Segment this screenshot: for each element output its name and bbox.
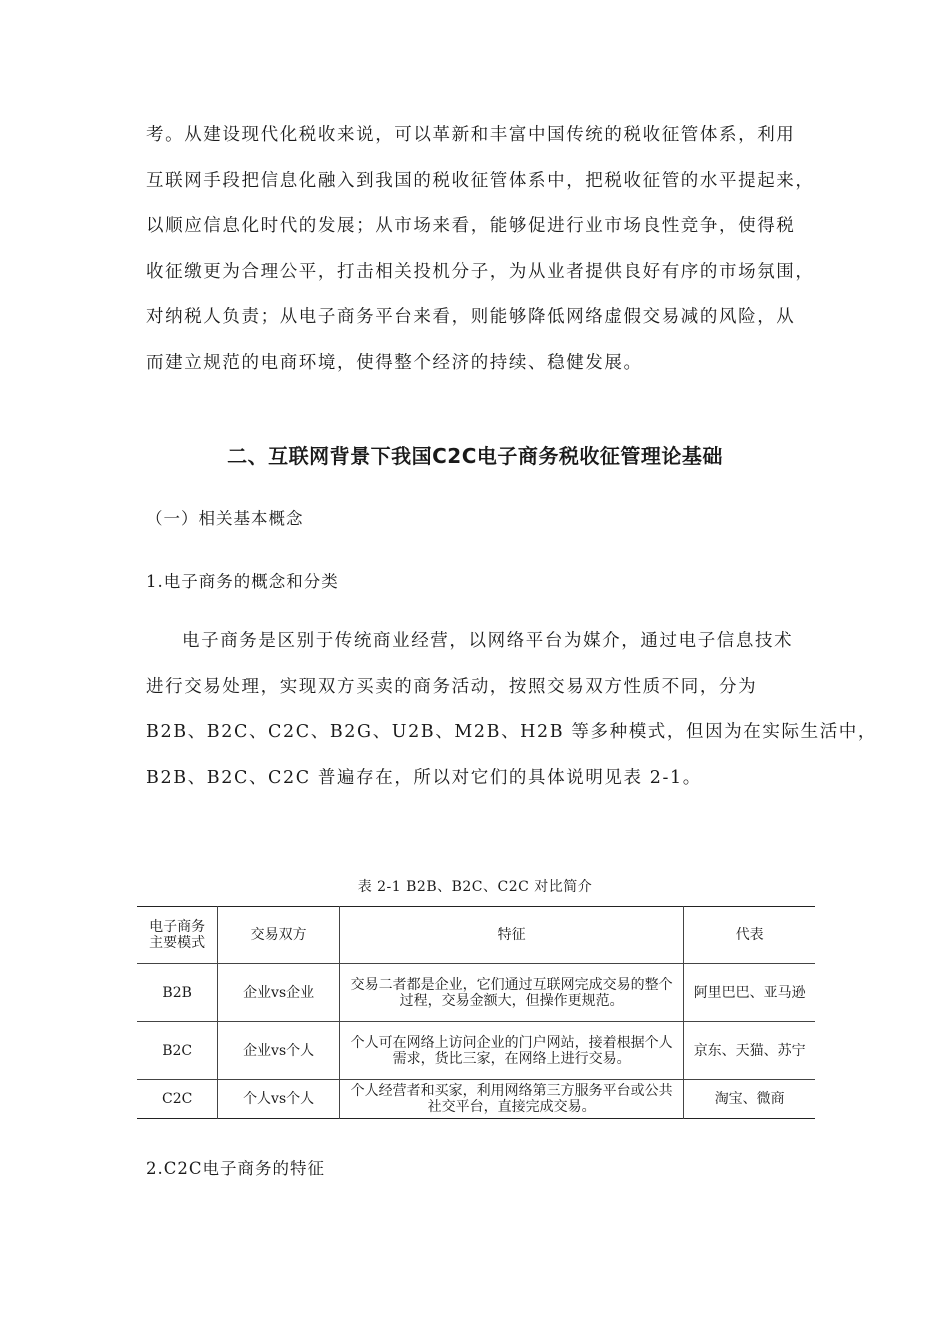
text-line: 对纳税人负责；从电子商务平台来看，则能够降低网络虚假交易减的风险，从 — [146, 307, 796, 327]
text-line: 考。从建设现代化税收来说，可以革新和丰富中国传统的税收征管体系，利用 — [146, 125, 796, 145]
table-cell: C2C — [137, 1080, 218, 1119]
table-cell: 交易二者都是企业，它们通过互联网完成交易的整个过程，交易金额大，但操作更规范。 — [339, 964, 684, 1022]
text-line: 以顺应信息化时代的发展；从市场来看，能够促进行业市场良性竞争，使得税 — [146, 216, 796, 236]
text-line: 互联网手段把信息化融入到我国的税收征管体系中，把税收征管的水平提起来， — [146, 170, 815, 191]
comparison-table — [137, 906, 815, 1119]
item-heading: 2.C2C电子商务的特征 — [146, 1159, 325, 1178]
table-header-row — [137, 907, 815, 964]
table-cell: 淘宝、微商 — [684, 1080, 815, 1119]
table-cell: 个人vs个人 — [218, 1080, 340, 1119]
table-cell: B2B — [137, 964, 218, 1022]
table-cell: 企业vs企业 — [218, 964, 340, 1022]
text-line: 进行交易处理，实现双方买卖的商务活动，按照交易双方性质不同，分为 — [146, 676, 758, 697]
text-line: 电子商务是区别于传统商业经营，以网络平台为媒介，通过电子信息技术 — [182, 631, 794, 651]
header-cell: 代表 — [684, 907, 815, 964]
text-line: 收征缴更为合理公平，打击相关投机分子，为从业者提供良好有序的市场氛围， — [146, 261, 815, 282]
table-cell: 个人可在网络上访问企业的门户网站，接着根据个人需求，货比三家，在网络上进行交易。 — [339, 1022, 684, 1080]
body-paragraph — [146, 619, 877, 801]
text-line: 而建立规范的电商环境，使得整个经济的持续、稳健发展。 — [146, 352, 643, 373]
header-cell: 交易双方 — [218, 907, 340, 964]
table-row — [137, 1080, 815, 1119]
section-heading: 二、互联网背景下我国C2C电子商务税收征管理论基础 — [227, 444, 723, 468]
header-cell: 电子商务主要模式 — [137, 907, 218, 964]
table-cell: B2C — [137, 1022, 218, 1080]
table-row — [137, 1022, 815, 1080]
text-line: B2B、B2C、C2C 普遍存在，所以对它们的具体说明见表 2-1。 — [146, 767, 702, 788]
table-cell: 阿里巴巴、亚马逊 — [684, 964, 815, 1022]
table-cell: 个人经营者和买家，利用网络第三方服务平台或公共社交平台，直接完成交易。 — [339, 1080, 684, 1119]
table-row — [137, 964, 815, 1022]
subsection-heading: （一）相关基本概念 — [146, 509, 304, 528]
item-heading: 1.电子商务的概念和分类 — [146, 572, 339, 591]
table-cell: 企业vs个人 — [218, 1022, 340, 1080]
text-line: B2B、B2C、C2C、B2G、U2B、M2B、H2B 等多种模式，但因为在实际生活中， — [146, 722, 877, 742]
intro-paragraph — [146, 113, 815, 386]
table-cell: 京东、天猫、苏宁 — [684, 1022, 815, 1080]
table-caption: 表 2-1 B2B、B2C、C2C 对比简介 — [357, 879, 593, 895]
header-cell: 特征 — [339, 907, 684, 964]
